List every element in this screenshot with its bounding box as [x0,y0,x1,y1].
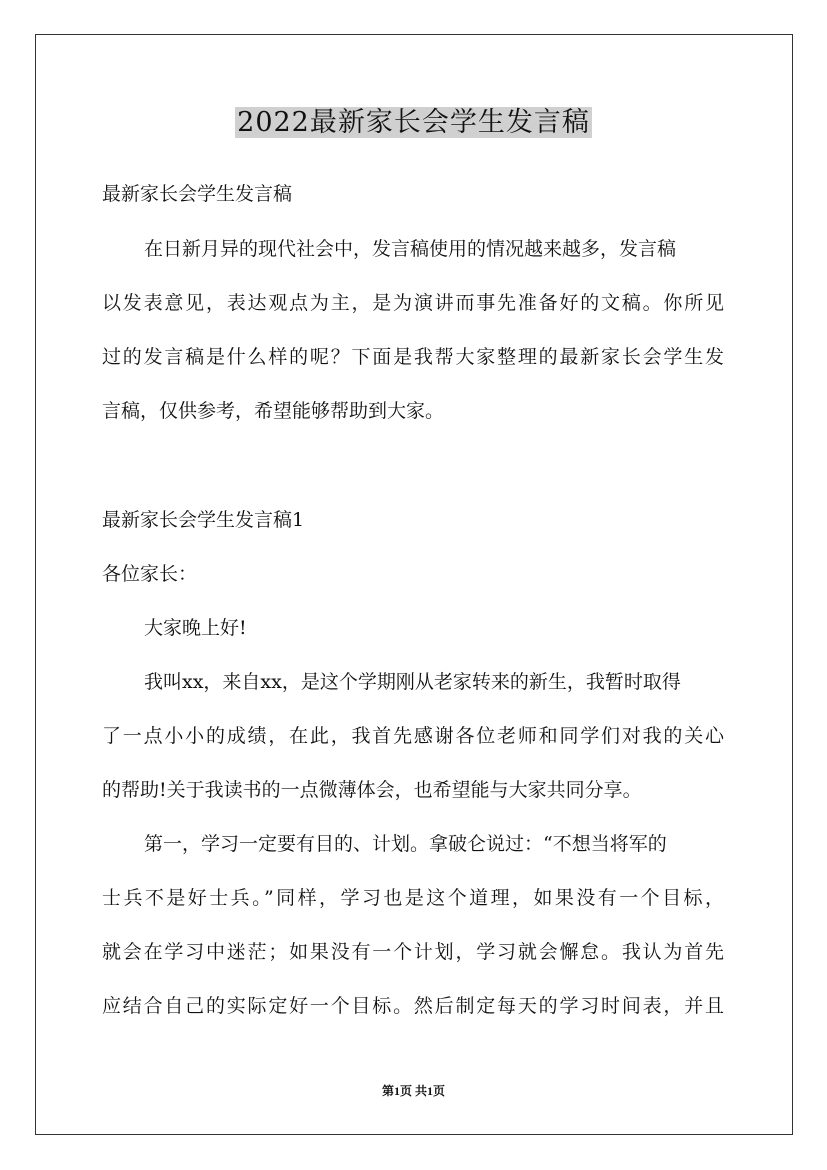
paragraph1-line-2: 了一点小小的成绩，在此，我首先感谢各位老师和同学们对我的关心 [102,725,724,747]
paragraph2-line-4: 应结合自己的实际定好一个目标。然后制定每天的学习时间表，并且 [102,995,724,1017]
paragraph1-line-3: 的帮助!关于我读书的一点微薄体会，也希望能与大家共同分享。 [102,779,642,801]
page-number: 第1页 共1页 [381,1084,445,1098]
paragraph2-line-2: 士兵不是好士兵。”同样，学习也是这个道理，如果没有一个目标， [102,887,724,909]
greeting: 大家晚上好! [144,617,247,639]
intro-line-2: 以发表意见，表达观点为主，是为演讲而事先准备好的文稿。你所见 [102,292,724,314]
document-title: 2022最新家长会学生发言稿 [237,107,590,138]
intro-line-3: 过的发言稿是什么样的呢？下面是我帮大家整理的最新家长会学生发 [102,346,724,368]
intro-line-1: 在日新月异的现代社会中，发言稿使用的情况越来越多，发言稿 [144,238,677,260]
salutation: 各位家长： [102,563,198,585]
paragraph2-line-1: 第一，学习一定要有目的、计划。拿破仑说过：“不想当将军的 [144,833,667,855]
paragraph2-line-3: 就会在学习中迷茫；如果没有一个计划，学习就会懈怠。我认为首先 [102,941,724,963]
section-heading: 最新家长会学生发言稿1 [102,509,305,531]
document-subtitle: 最新家长会学生发言稿 [102,183,293,205]
intro-line-4: 言稿，仅供参考，希望能够帮助到大家。 [102,400,445,422]
paragraph1-line-1: 我叫xx，来自xx，是这个学期刚从老家转来的新生，我暂时取得 [144,671,681,693]
